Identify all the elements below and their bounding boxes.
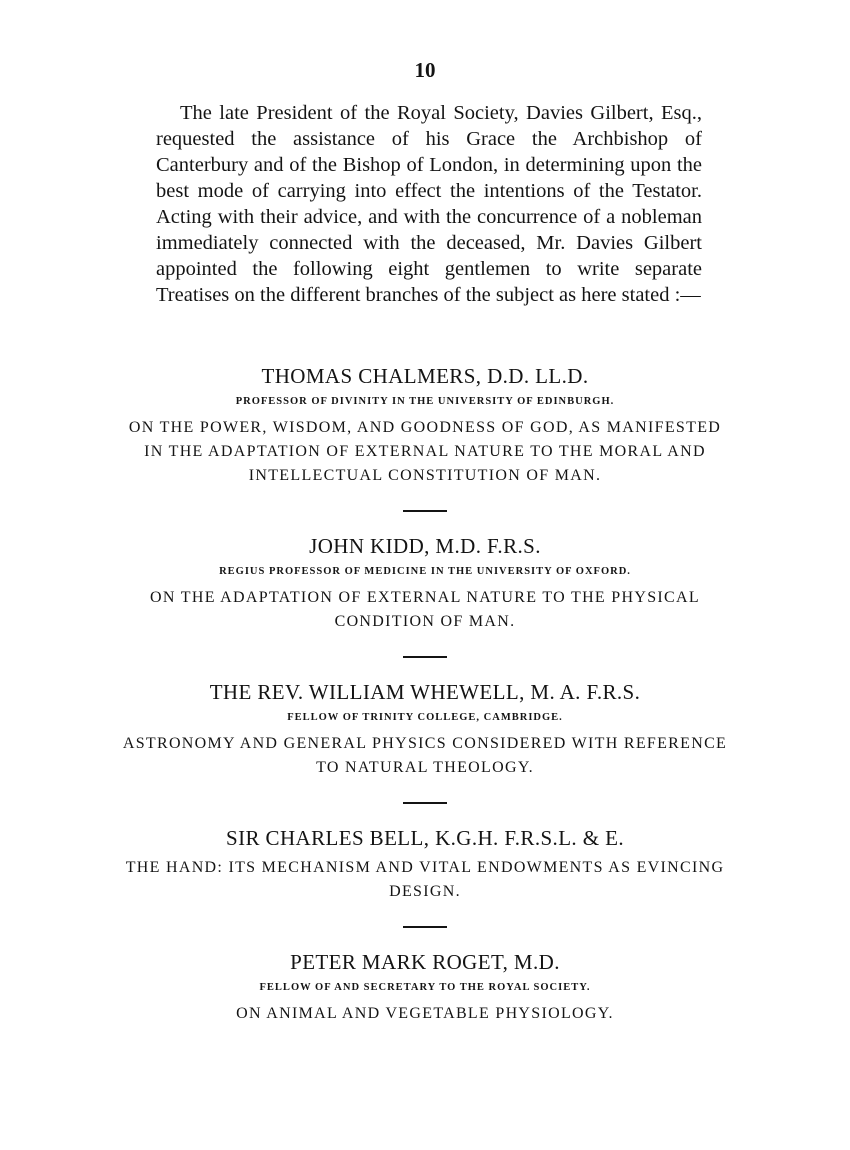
- treatise-entry-kidd: [120, 532, 730, 634]
- treatise-title: ON ANIMAL AND VEGETABLE PHYSIOLOGY.: [236, 1005, 614, 1022]
- treatise-entry-whewell: [120, 678, 730, 780]
- treatise-title: ON THE POWER, WISDOM, AND GOODNESS OF GOD, AS MANIFESTED IN THE ADAPTATION OF EXTERNAL NATURE TO THE MORAL AND INTELLECTUAL CONSTITUTION OF MAN.: [128, 419, 722, 484]
- treatise-title: ASTRONOMY AND GENERAL PHYSICS CONSIDERED WITH REFERENCE TO NATURAL THEOLOGY.: [122, 735, 728, 776]
- treatise-title: ON THE ADAPTATION OF EXTERNAL NATURE TO THE PHYSICAL CONDITION OF MAN.: [150, 589, 700, 630]
- treatise-list: [120, 362, 730, 1026]
- author-name: JOHN KIDD, M.D. F.R.S.: [309, 534, 541, 558]
- section-divider: [403, 802, 447, 804]
- author-position: FELLOW OF TRINITY COLLEGE, CAMBRIDGE.: [287, 712, 563, 723]
- section-divider: [403, 656, 447, 658]
- treatise-title: THE HAND: ITS MECHANISM AND VITAL ENDOWMENTS AS EVINCING DESIGN.: [125, 859, 725, 900]
- author-position: REGIUS PROFESSOR OF MEDICINE IN THE UNIVERSITY OF OXFORD.: [219, 566, 631, 577]
- treatise-entry-chalmers: [120, 362, 730, 488]
- treatise-entry-roget: [120, 948, 730, 1026]
- treatise-entry-bell: [120, 824, 730, 904]
- author-position: PROFESSOR OF DIVINITY IN THE UNIVERSITY OF EDINBURGH.: [235, 396, 615, 407]
- intro-paragraph: The late President of the Royal Society, Davies Gilbert, Esq., requested the assistance of his Grace the Archbishop of Canterbury and of the Bishop of London, in determining upon the best mode of carrying into effect the intentions of the Testator. Acting with their advice, and with the concurrence of a nobleman immediately connected with the deceased, Mr. Davies Gilbert appointed the following eight gentlemen to write separate Treatises on the different branches of the subject as here stated :—: [156, 102, 702, 306]
- section-divider: [403, 510, 447, 512]
- author-name: SIR CHARLES BELL, K.G.H. F.R.S.L. & E.: [226, 826, 624, 850]
- author-name: THE REV. WILLIAM WHEWELL, M. A. F.R.S.: [209, 680, 641, 704]
- page-number: 10: [414, 58, 436, 82]
- author-name: THOMAS CHALMERS, D.D. LL.D.: [261, 364, 589, 388]
- author-name: PETER MARK ROGET, M.D.: [290, 950, 560, 974]
- author-position: FELLOW OF AND SECRETARY TO THE ROYAL SOCIETY.: [259, 982, 591, 993]
- section-divider: [403, 926, 447, 928]
